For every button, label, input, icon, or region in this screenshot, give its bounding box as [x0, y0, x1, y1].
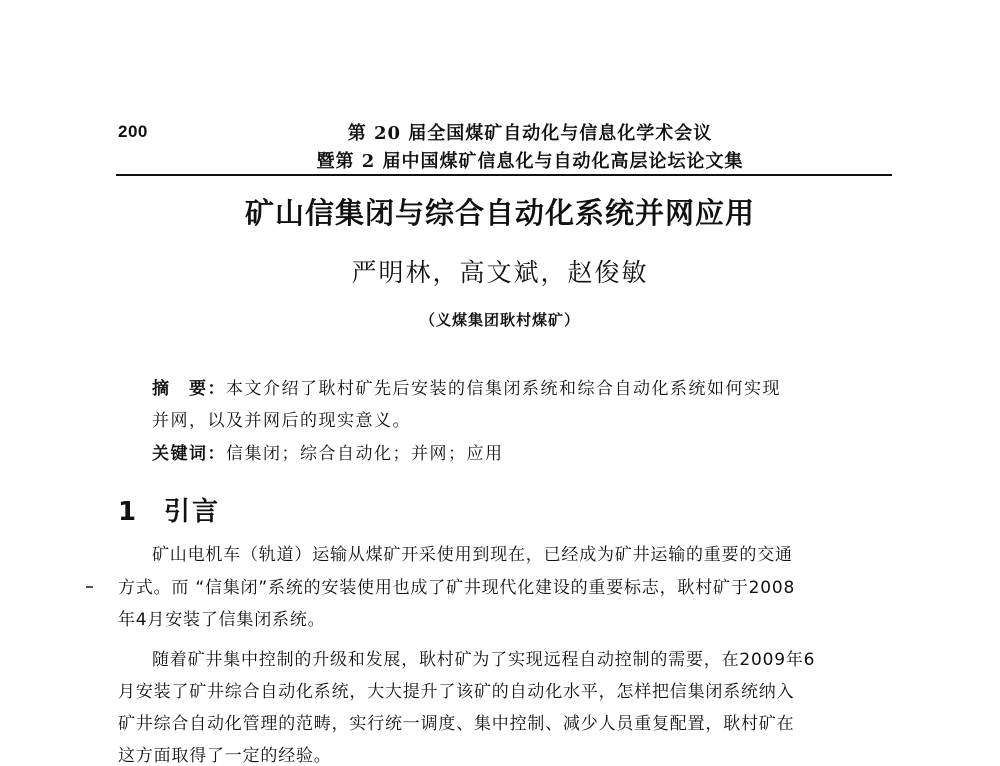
- section-number: 1: [118, 497, 139, 527]
- header-rule: [116, 174, 892, 176]
- keywords-label: 关键词：: [152, 444, 226, 464]
- body-line: 随着矿井集中控制的升级和发展，耿村矿为了实现远程自动控制的需要，在2009年6: [152, 650, 816, 670]
- author-list: 严明林，高文斌，赵俊敏: [351, 258, 649, 287]
- section-title: 引言: [164, 497, 221, 527]
- paper-title: 矿山信集闭与综合自动化系统并网应用: [244, 196, 755, 230]
- body-line: 这方面取得了一定的经验。: [118, 746, 332, 766]
- keywords-line: [152, 439, 852, 469]
- section-heading: [118, 491, 220, 528]
- body-line: 矿山电机车（轨道）运输从煤矿开采使用到现在，已经成为矿井运输的重要的交通: [152, 545, 793, 565]
- body-line: 方式。而 “信集闭”系统的安装使用也成了矿井现代化建设的重要标志，耿村矿于2008: [118, 578, 796, 598]
- running-header-line-1: 第 20 届全国煤矿自动化与信息化学术会议: [347, 123, 713, 144]
- page-number: 200: [118, 122, 148, 141]
- body-line: 矿井综合自动化管理的范畴，实行统一调度、集中控制、减少人员重复配置，耿村矿在: [118, 714, 795, 734]
- running-header-line-2: 暨第 2 届中国煤矿信息化与自动化高层论坛论文集: [316, 151, 744, 172]
- body-line: 月安装了矿井综合自动化系统，大大提升了该矿的自动化水平，怎样把信集闭系统纳入: [118, 682, 795, 702]
- body-line: 年4月安装了信集闭系统。: [118, 610, 326, 630]
- abstract-line-1: [152, 374, 852, 404]
- scan-mark: [86, 586, 93, 588]
- abstract-text-1: 本文介绍了耿村矿先后安装的信集闭系统和综合自动化系统如何实现: [226, 379, 781, 399]
- affiliation: （义煤集团耿村煤矿）: [419, 311, 580, 329]
- abstract-line-2: 并网，以及并网后的现实意义。: [152, 411, 411, 431]
- keywords-text: 信集闭；综合自动化；并网；应用: [226, 444, 504, 464]
- abstract-label: 摘 要：: [152, 379, 226, 399]
